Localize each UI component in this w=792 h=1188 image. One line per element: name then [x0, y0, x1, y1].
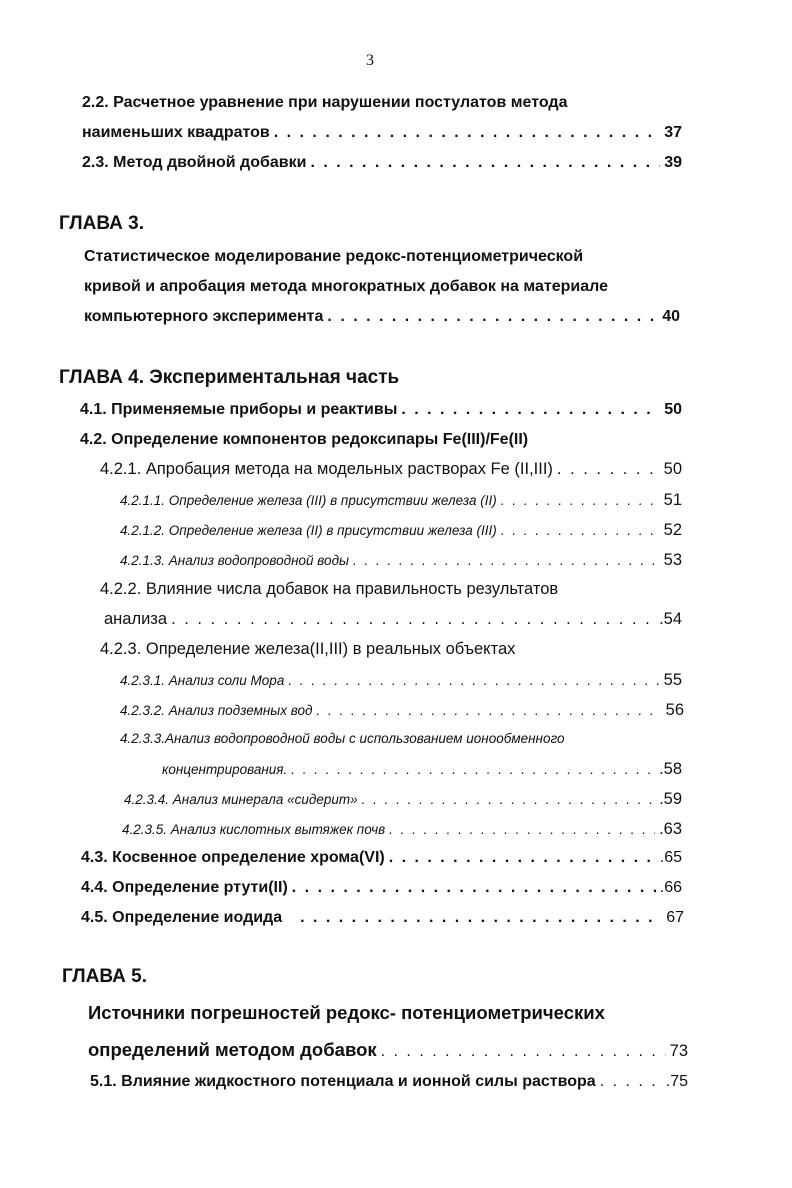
toc-entry-4-2-1-3[interactable] [120, 551, 682, 570]
toc-page-number: 53 [663, 551, 682, 569]
toc-page-number: .58 [659, 760, 682, 778]
toc-page-number: .54 [659, 610, 682, 628]
toc-entry-title: 2.3. Метод двойной добавки [82, 154, 307, 171]
toc-entry-chapter-5[interactable] [88, 1039, 688, 1061]
toc-entry-2-2-line1: 2.2. Расчетное уравнение при нарушении постулатов метода [82, 94, 568, 111]
dot-leader [292, 879, 656, 897]
toc-entry-4-2-3-3[interactable] [162, 760, 682, 779]
toc-entry-title: 4.2.3.1. Анализ соли Мора [120, 673, 285, 688]
toc-entry-4-2-2-line1: 4.2.2. Влияние числа добавок на правильность результатов [100, 580, 559, 598]
toc-entry-4-3[interactable] [81, 849, 682, 867]
dot-leader [327, 308, 658, 326]
toc-entry-4-2[interactable]: 4.2. Определение компонентов редоксипары Fe(III)/Fe(II) [80, 431, 529, 448]
dot-leader [310, 154, 660, 172]
toc-entry-2-2[interactable] [82, 124, 682, 142]
toc-entry-2-3[interactable] [82, 154, 682, 172]
toc-page-number: 50 [663, 460, 682, 478]
dot-leader [557, 460, 660, 479]
toc-entry-title: 4.2.1.2. Определение железа (II) в присутствии железа (III) [120, 523, 497, 538]
toc-entry-title: 4.2.1.1. Определение железа (III) в присутствии железа (II) [120, 493, 497, 508]
toc-page-number: .59 [659, 790, 682, 808]
toc-entry-4-2-1-2[interactable] [120, 521, 682, 540]
toc-entry-title: 4.5. Определение иодида [81, 909, 283, 926]
toc-page-number: 39 [664, 154, 682, 171]
dot-leader [381, 1043, 666, 1061]
toc-entry-4-2-3[interactable]: 4.2.3. Определение железа(II,III) в реальных объектах [100, 640, 516, 658]
toc-entry-title: 4.1. Применяемые приборы и реактивы [80, 401, 398, 418]
chapter-3-heading: ГЛАВА 3. [59, 213, 144, 234]
toc-entry-chapter-3[interactable] [84, 308, 680, 326]
toc-entry-title: 4.2.3.5. Анализ кислотных вытяжек почв [122, 822, 386, 837]
dot-leader [389, 822, 655, 837]
toc-entry-title: 4.3. Косвенное определение хрома(VI) [81, 849, 385, 866]
toc-page-number: 37 [664, 124, 682, 141]
toc-entry-5-1[interactable] [90, 1073, 688, 1091]
chapter-4-heading: ГЛАВА 4. Экспериментальная часть [59, 367, 400, 388]
toc-entry-4-4[interactable] [81, 879, 682, 897]
toc-entry-4-2-3-2[interactable] [120, 701, 684, 720]
toc-page-number: 67 [666, 909, 684, 926]
toc-entry-4-5[interactable] [81, 909, 684, 927]
toc-page-number: .66 [659, 879, 682, 896]
toc-entry-4-2-1[interactable] [100, 460, 682, 479]
toc-entry-title: анализа [104, 610, 168, 628]
dot-leader [171, 610, 655, 629]
toc-entry-title: 4.2.3.4. Анализ минерала «сидерит» [124, 792, 358, 807]
dot-leader [389, 849, 656, 867]
toc-page-number: 55 [663, 671, 682, 689]
dot-leader [401, 401, 660, 419]
toc-entry-title: 4.4. Определение ртути(II) [81, 879, 288, 896]
toc-entry-title: 4.2.1.3. Анализ водопроводной воды [120, 553, 349, 568]
toc-entry-title: 4.2.3.2. Анализ подземных вод [120, 703, 313, 718]
chapter-3-line2: кривой и апробация метода многократных добавок на материале [84, 278, 609, 295]
dot-leader [501, 523, 660, 538]
chapter-5-heading: ГЛАВА 5. [62, 966, 147, 987]
toc-page-number: 73 [669, 1042, 688, 1060]
toc-entry-title: 5.1. Влияние жидкостного потенциала и ионной силы раствора [90, 1073, 596, 1090]
toc-page-number: .63 [659, 820, 682, 838]
chapter-5-line1: Источники погрешностей редокс- потенциометрических [88, 1002, 605, 1023]
toc-page-number: 56 [665, 701, 684, 719]
toc-entry-title: 4.2.1. Апробация метода на модельных растворах Fe (II,III) [100, 460, 553, 478]
toc-entry-4-2-3-3-line1: 4.2.3.3.Анализ водопроводной воды с использованием ионообменного [120, 731, 565, 746]
toc-page-number: 50 [664, 401, 682, 418]
toc-entry-title: определений методом добавок [88, 1039, 377, 1060]
toc-entry-4-2-2[interactable] [104, 610, 682, 629]
toc-entry-4-2-1-1[interactable] [120, 491, 682, 510]
toc-entry-title: наименьших квадратов [82, 124, 270, 141]
dot-leader [501, 493, 660, 508]
toc-page-number: 51 [663, 491, 682, 509]
toc-entry-title: концентрирования. [162, 762, 288, 777]
dot-leader [600, 1073, 662, 1091]
dot-leader [362, 792, 655, 807]
dot-leader [353, 553, 660, 568]
toc-page-number: .75 [665, 1073, 688, 1090]
toc-entry-title: компьютерного эксперимента [84, 308, 324, 325]
toc-entry-4-2-3-5[interactable] [122, 820, 682, 839]
toc-page-number: 52 [663, 521, 682, 539]
toc-page-number: 40 [662, 308, 680, 325]
toc-page-number: .65 [659, 849, 682, 866]
toc-entry-4-1[interactable] [80, 401, 682, 419]
toc-entry-4-2-3-1[interactable] [120, 671, 682, 690]
dot-leader [288, 673, 659, 688]
page-number: 3 [366, 52, 374, 69]
chapter-3-line1: Статистическое моделирование редокс-потенциометрической [84, 248, 584, 265]
dot-leader [291, 762, 655, 777]
dot-leader [274, 124, 660, 142]
toc-entry-4-2-3-4[interactable] [124, 790, 682, 809]
dot-leader [316, 703, 661, 718]
dot-leader [300, 909, 662, 927]
